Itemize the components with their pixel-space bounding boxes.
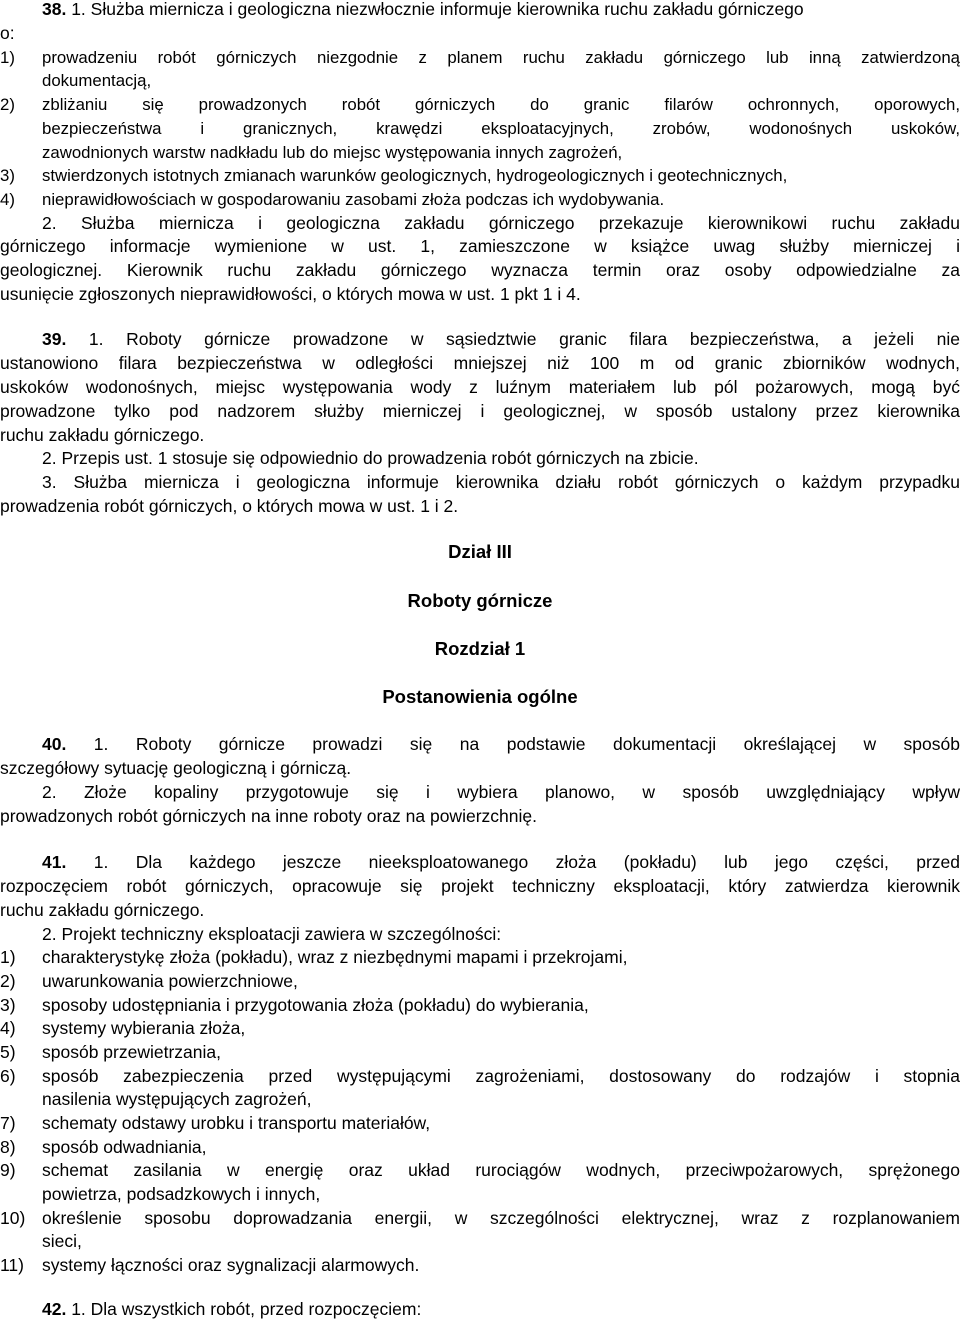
dzial-heading: Dział III	[448, 541, 512, 562]
s39-para3-line2: prowadzenia robót górniczych, o których mowa w ust. 1 i 2.	[0, 496, 459, 516]
s41-item-6-cont: nasilenia występujących zagrożeń,	[42, 1089, 312, 1109]
s38-para2-line1: 2. Służba miernicza i geologiczna zakładu górniczego przekazuje kierownikowi ruchu zakładu	[42, 213, 960, 233]
s38-para2-line2: górniczego informacje wymienione w ust. 1, zamieszczone w książce uwag służby mierniczej i	[0, 236, 960, 256]
s40-para2-line2: prowadzonych robót górniczych na inne roboty oraz na powierzchnię.	[0, 806, 537, 826]
s41-item-11: 11) systemy łączności oraz sygnalizacji alarmowych.	[0, 1255, 420, 1275]
s41-para1-line3: ruchu zakładu górniczego.	[0, 900, 205, 920]
s41-item-7: 7) schematy odstawy urobku i transportu materiałów,	[0, 1113, 431, 1133]
s41-item-9: 9) schemat zasilania w energię oraz układ rurociągów wodnych, przeciwpożarowych, sprężonego	[0, 1160, 960, 1180]
s41-item-3: 3) sposoby udostępniania i przygotowania złoża (pokładu) do wybierania,	[0, 995, 589, 1015]
s39-para2: 2. Przepis ust. 1 stosuje się odpowiednio do prowadzenia robót górniczych na zbicie.	[42, 448, 699, 468]
s39-number: 39.	[42, 329, 67, 349]
s38-number: 38.	[42, 0, 67, 19]
s39-para1-line4: prowadzone tylko pod nadzorem służby mierniczej i geologicznej, w sposób ustalony przez kierownika	[0, 401, 960, 421]
s38-item-2-cont2: zawodnionych warstw nadkładu lub do miejsc występowania innych zagrożeń,	[42, 143, 623, 162]
dzial-title: Roboty górnicze	[407, 590, 553, 611]
s38-para2-line3: geologicznej. Kierownik ruchu zakładu górniczego wyznacza termin oraz osoby odpowiedzialne za	[0, 260, 960, 280]
s38-para1-text: 1. Służba miernicza i geologiczna niezwłocznie informuje kierownika ruchu zakładu górniczego	[66, 0, 804, 19]
s40-para1-line2: szczegółowy sytuację geologiczną i górniczą.	[0, 758, 352, 778]
s38-para1-line1	[0, 0, 960, 21]
s41-item-2: 2) uwarunkowania powierzchniowe,	[0, 971, 298, 991]
s38-item-4: 4) nieprawidłowościach w gospodarowaniu zasobami złoża podczas ich wydobywania.	[0, 190, 665, 209]
s41-item-1: 1) charakterystykę złoża (pokładu), wraz z niezbędnymi mapami i przekrojami,	[0, 947, 628, 967]
rozdzial-title: Postanowienia ogólne	[382, 686, 578, 707]
s42-para1: 42. 1. Dla wszystkich robót, przed rozpoczęciem:	[42, 1299, 422, 1319]
s39-para1-line5: ruchu zakładu górniczego.	[0, 425, 205, 445]
s41-number: 41.	[42, 852, 67, 872]
s38-item-3: 3) stwierdzonych istotnych zmianach warunków geologicznych, hydrogeologicznych i geotechnicznych,	[0, 166, 788, 185]
s41-item-10: 10) określenie sposobu doprowadzania energii, w szczególności elektrycznej, wraz z rozplanowaniem	[0, 1208, 960, 1228]
s40-para2-line1: 2. Złoże kopaliny przygotowuje się i wybiera planowo, w sposób uwzględniający wpływ	[42, 782, 960, 802]
s41-item-8: 8) sposób odwadniania,	[0, 1137, 207, 1157]
rozdzial-heading: Rozdział 1	[434, 638, 526, 659]
s41-para1-line1: 41. 1. Dla każdego jeszcze nieeksploatowanego złoża (pokładu) lub jego części, przed	[42, 852, 960, 872]
s38-para2-line4: usunięcie zgłoszonych nieprawidłowości, o których mowa w ust. 1 pkt 1 i 4.	[0, 284, 581, 304]
s39-para1-line2: ustanowiono filara bezpieczeństwa w odległości mniejszej niż 100 m od granic zbiorników wodnych,	[0, 353, 960, 373]
s41-item-6: 6) sposób zabezpieczenia przed występującymi zagrożeniami, dostosowany do rodzajów i stopnia	[0, 1066, 960, 1086]
s39-para1-line1: 39. 1. Roboty górnicze prowadzone w sąsiedztwie granic filara bezpieczeństwa, a jeżeli nie	[42, 329, 960, 349]
s41-para1-line2: rozpoczęciem robót górniczych, opracowuje się projekt techniczny eksploatacji, który zatwierdza kierownik	[0, 876, 960, 896]
s40-number: 40.	[42, 734, 67, 754]
s42-number: 42.	[42, 1299, 67, 1319]
s39-para1-line3: uskoków wodonośnych, miejsc występowania wody z luźnym materiałem lub pól pożarowych, mogą być	[0, 377, 960, 397]
s38-item-1-cont: dokumentacją,	[42, 71, 152, 90]
s38-para1-line2: o:	[0, 23, 15, 43]
s39-para3-line1: 3. Służba miernicza i geologiczna informuje kierownika działu robót górniczych o każdym przypadku	[42, 472, 960, 492]
s38-item-2-cont1: bezpieczeństwa i granicznych, krawędzi eksploatacyjnych, zrobów, wodonośnych uskoków,	[42, 119, 960, 138]
s38-item-2: 2) zbliżaniu się prowadzonych robót górniczych do granic filarów ochronnych, oporowych,	[0, 95, 960, 114]
s41-item-10-cont: sieci,	[42, 1231, 82, 1251]
s41-item-9-cont: powietrza, podsadzkowych i innych,	[42, 1184, 321, 1204]
s41-item-5: 5) sposób przewietrzania,	[0, 1042, 221, 1062]
s40-para1-line1: 40. 1. Roboty górnicze prowadzi się na podstawie dokumentacji określającej w sposób	[42, 734, 960, 754]
s38-item-1: 1) prowadzeniu robót górniczych niezgodnie z planem ruchu zakładu górniczego lub inną zatwierdzoną	[0, 48, 960, 67]
s41-para2: 2. Projekt techniczny eksploatacji zawiera w szczególności:	[42, 924, 502, 944]
s41-item-4: 4) systemy wybierania złoża,	[0, 1018, 246, 1038]
